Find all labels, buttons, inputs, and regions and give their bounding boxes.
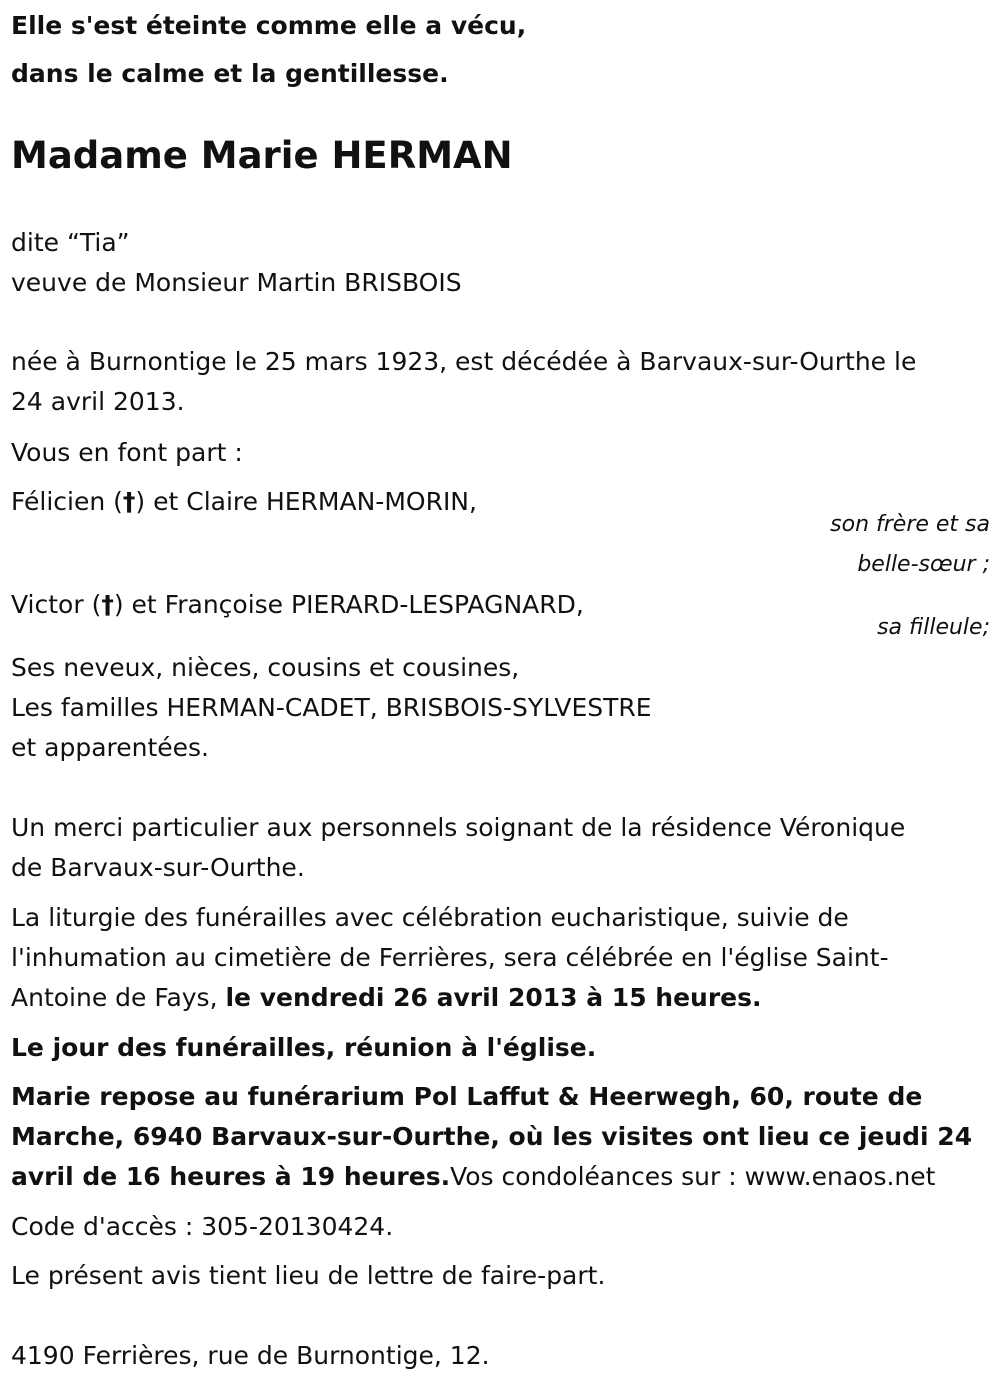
liturgy-date: le vendredi 26 avril 2013 à 15 heures.: [225, 983, 762, 1012]
felicien-name-pre: Félicien (: [11, 487, 123, 516]
liturgy-line-3: [11, 982, 762, 1014]
rest-line-3: [11, 1161, 935, 1193]
notice-text: Le présent avis tient lieu de lettre de faire-part.: [11, 1261, 606, 1290]
felicien-role-line-2: belle-sœur ;: [857, 552, 990, 577]
rest-line-2: Marche, 6940 Barvaux-sur-Ourthe, où les visites ont lieu ce jeudi 24: [11, 1122, 973, 1151]
cross-icon: †: [101, 590, 114, 619]
widow-of: veuve de Monsieur Martin BRISBOIS: [11, 268, 462, 297]
thanks-line-1: Un merci particulier aux personnels soignant de la résidence Véronique: [11, 813, 906, 842]
family-nephews: Ses neveux, nièces, cousins et cousines,: [11, 653, 520, 682]
birth-death-line-2: 24 avril 2013.: [11, 387, 185, 416]
family-victor: [11, 589, 584, 621]
meeting-text: Le jour des funérailles, réunion à l'église.: [11, 1033, 597, 1062]
liturgy-line-2: l'inhumation au cimetière de Ferrières, sera célébrée en l'église Saint-: [11, 943, 889, 972]
cross-icon: †: [122, 487, 136, 516]
victor-role: sa filleule;: [877, 615, 990, 640]
felicien-name-post: ) et Claire HERMAN-MORIN,: [135, 487, 477, 516]
liturgy-location: Antoine de Fays,: [11, 983, 226, 1012]
victor-name-pre: Victor (: [11, 590, 102, 619]
deceased-name-title: Madame Marie HERMAN: [11, 134, 513, 177]
rest-line-1: Marie repose au funérarium Pol Laffut & Heerwegh, 60, route de: [11, 1082, 923, 1111]
visit-hours: avril de 16 heures à 19 heures.: [11, 1162, 451, 1191]
liturgy-line-1: La liturgie des funérailles avec célébration eucharistique, suivie de: [11, 903, 849, 932]
felicien-role-line-1: son frère et sa: [830, 512, 990, 537]
intro-line-2: dans le calme et la gentillesse.: [11, 59, 449, 88]
announce-text: Vous en font part :: [11, 438, 243, 467]
family-related: et apparentées.: [11, 733, 209, 762]
access-code: Code d'accès : 305-20130424.: [11, 1212, 394, 1241]
birth-death-line-1: née à Burnontige le 25 mars 1923, est décédée à Barvaux-sur-Ourthe le: [11, 347, 917, 376]
family-families: Les familles HERMAN-CADET, BRISBOIS-SYLVESTRE: [11, 693, 652, 722]
nickname: dite “Tia”: [11, 228, 130, 257]
victor-name-post: ) et Françoise PIERARD-LESPAGNARD,: [113, 590, 584, 619]
address-text: 4190 Ferrières, rue de Burnontige, 12.: [11, 1341, 490, 1370]
condolences-text: Vos condoléances sur : www.enaos.net: [450, 1162, 936, 1191]
thanks-line-2: de Barvaux-sur-Ourthe.: [11, 853, 305, 882]
intro-line-1: Elle s'est éteinte comme elle a vécu,: [11, 11, 527, 40]
family-felicien: [11, 486, 477, 518]
